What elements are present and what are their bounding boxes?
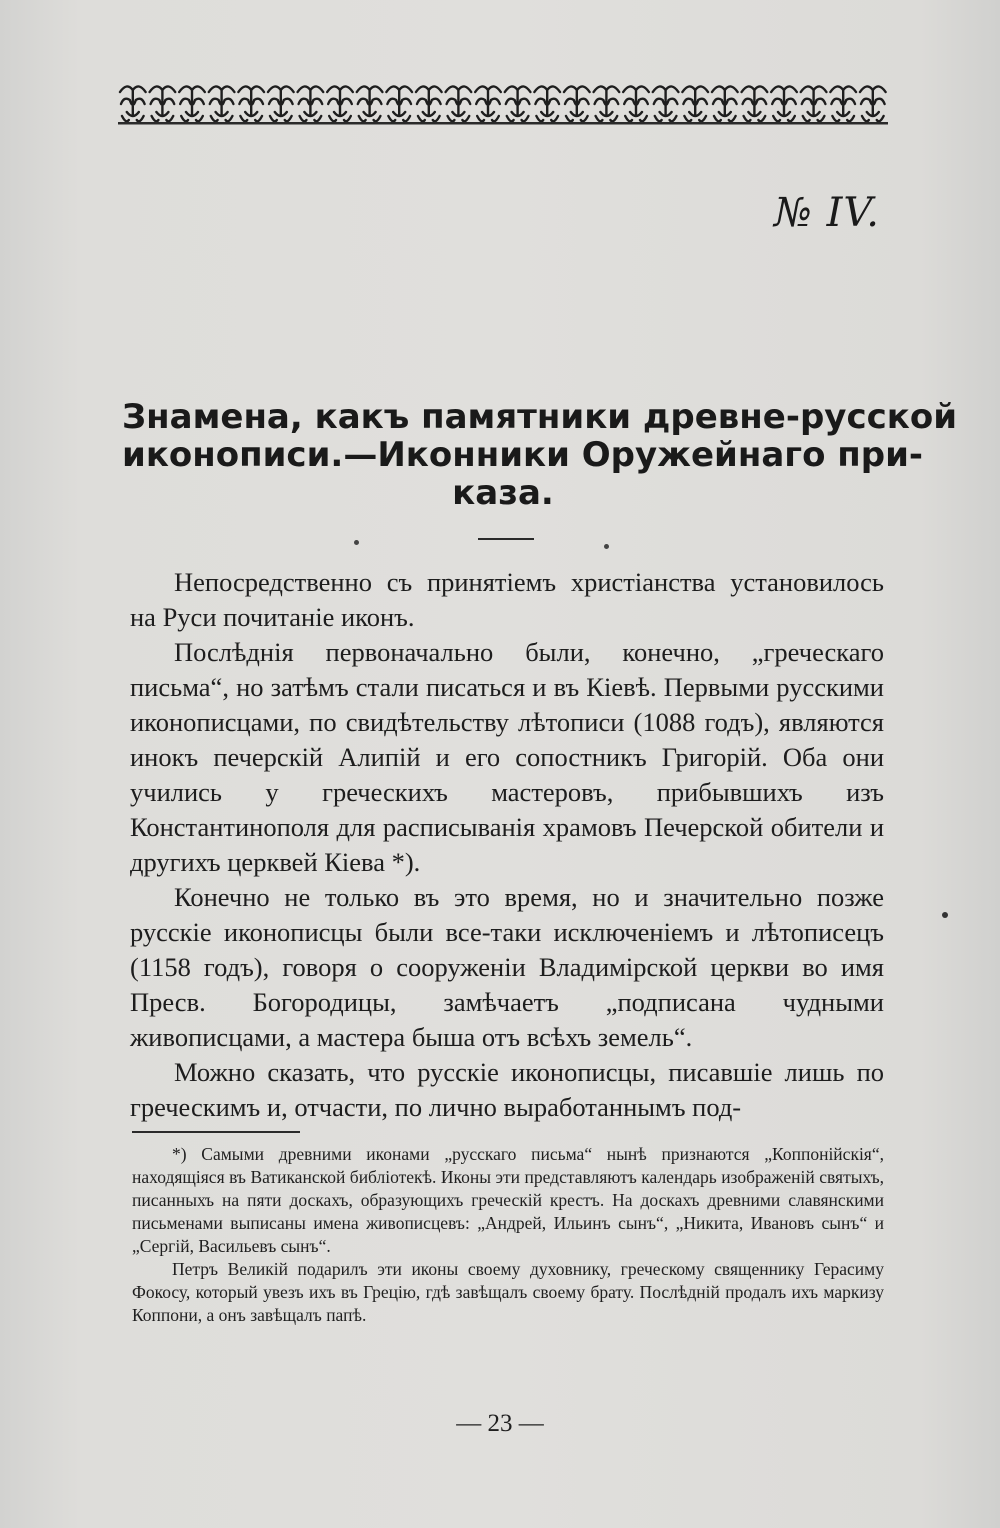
title-separator-rule xyxy=(478,538,534,540)
paragraph: Конечно не только въ это время, но и значительно позже русскіе иконописцы были все-таки исключеніемъ и лѣтописецъ (1158 годъ), говоря о сооруженіи Владимірской церкви во имя Пресв. Богородицы, замѣчаетъ „подписана чудными живописцами, а мастера быша отъ всѣхъ земель“. xyxy=(130,882,884,1052)
article-title xyxy=(122,397,958,513)
footnotes xyxy=(132,1143,884,1327)
ornament-base-line xyxy=(118,122,888,125)
margin-speck xyxy=(942,912,948,918)
issue-number: № IV. xyxy=(774,190,880,236)
paragraph: Непосредственно съ принятіемъ христіанства установилось на Руси почитаніе иконъ. xyxy=(130,567,884,632)
print-speck xyxy=(354,540,359,545)
paragraph: Послѣднія первоначально были, конечно, „греческаго письма“, но затѣмъ стали писаться и въ Кіевѣ. Первыми русскими иконописцами, по свидѣтельству лѣтописи (1088 годъ), являются инокъ печерскій Алипій и его сопостникъ Григорій. Оба они учились у греческихъ мастеровъ, прибывшихъ изъ Константинополя для расписыванія храмовъ Печерской обители и другихъ церквей Кіева *). xyxy=(130,637,884,877)
ornamental-header-border xyxy=(118,82,888,126)
title-line-2: иконописи.—Иконники Оружейнаго при- xyxy=(122,435,924,475)
footnote-separator-rule xyxy=(132,1131,300,1133)
print-speck xyxy=(604,544,609,549)
footnote-paragraph: *) Самыми древними иконами „русскаго письма“ нынѣ признаются „Коппонійскія“, находящіяся въ Ватиканской библіотекѣ. Иконы эти представляютъ календарь изображеній святыхъ, писанныхъ на пяти доскахъ, образующихъ греческій крестъ. На доскахъ древними славянскими письменами выписаны имена живописцевъ: „Андрей, Ильинъ сынъ“, „Никита, Ивановъ сынъ“ и „Сергій, Васильевъ сынъ“. xyxy=(132,1144,884,1256)
footnote-paragraph: Петръ Великій подарилъ эти иконы своему духовнику, греческому священнику Герасиму Фокосу, который увезъ ихъ въ Грецію, гдѣ завѣщалъ своему брату. Послѣдній продалъ ихъ маркизу Коппони, а онъ завѣщалъ папѣ. xyxy=(132,1259,884,1325)
page-number: — 23 — xyxy=(456,1410,544,1437)
ornament-motif-path xyxy=(120,86,886,121)
paragraph: Можно сказать, что русскіе иконописцы, писавшіе лишь по греческимъ и, отчасти, по лично выработаннымъ под- xyxy=(130,1057,884,1122)
title-line-1: Знамена, какъ памятники древне-русской xyxy=(122,397,958,437)
main-text xyxy=(130,565,884,1125)
title-line-3: каза. xyxy=(452,473,554,513)
